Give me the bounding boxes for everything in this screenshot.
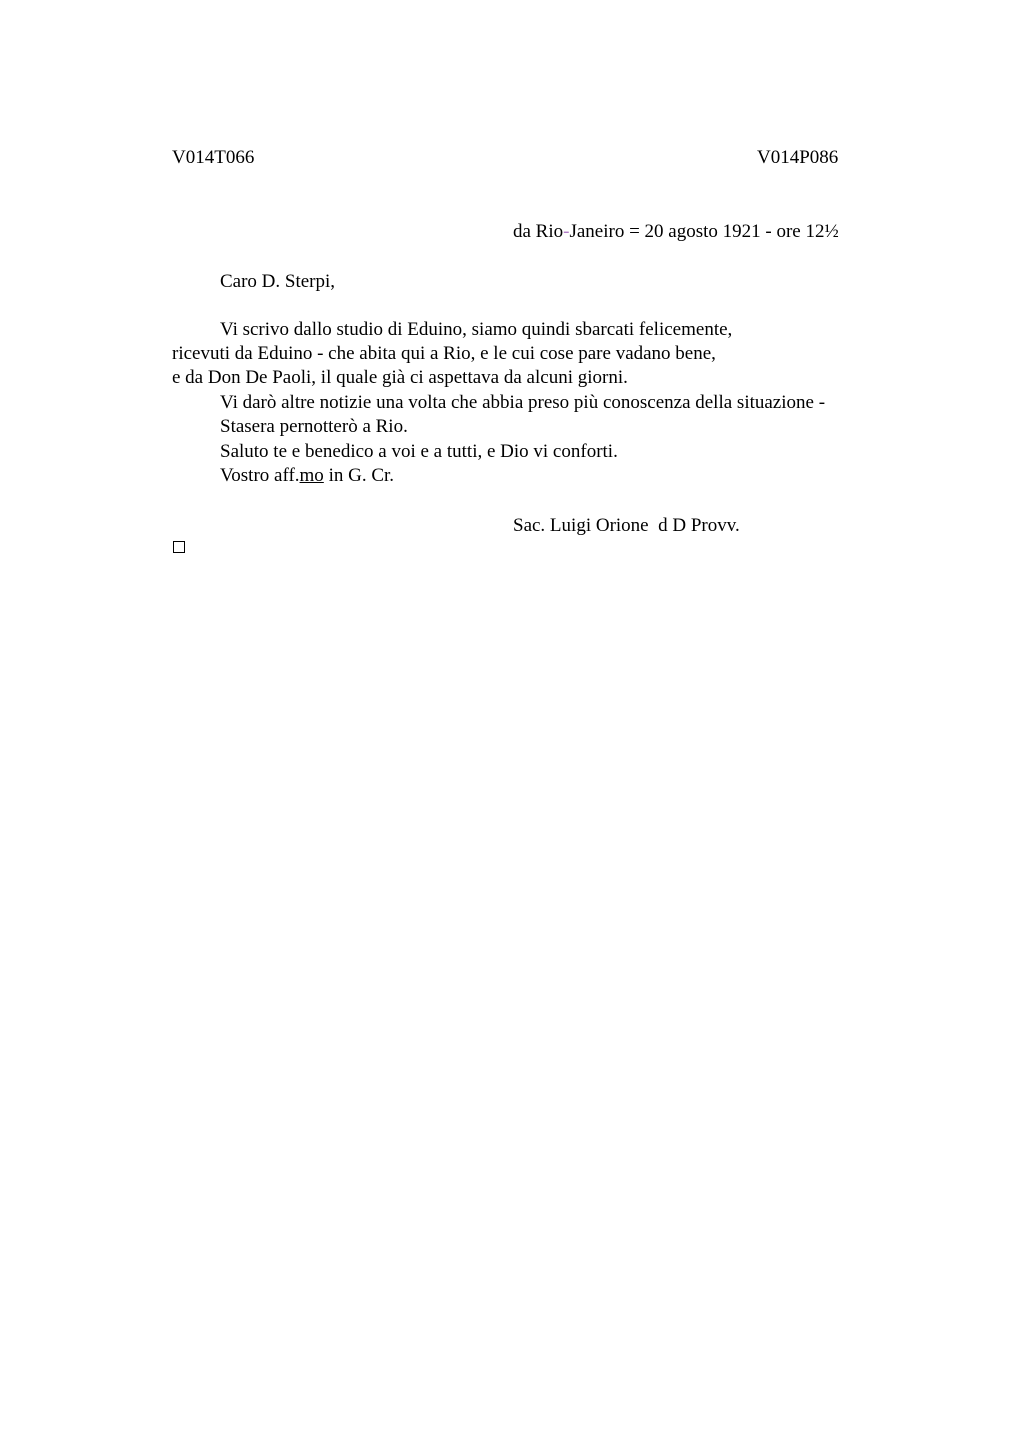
dateline xyxy=(513,220,839,244)
closing-suffix: in G. Cr. xyxy=(323,465,395,486)
header-right-code: V014P086 xyxy=(757,147,839,168)
dateline-rest: Janeiro = 20 agosto 1921 - ore 12½ xyxy=(569,221,839,242)
dateline-prefix: da Rio xyxy=(513,221,564,242)
dateline-hyphen: - xyxy=(563,221,570,242)
body-line-6: Saluto te e benedico a voi e a tutti, e Dio vi conforti. xyxy=(220,441,618,462)
body-line-5: Stasera pernotterò a Rio. xyxy=(220,416,408,437)
salutation: Caro D. Sterpi, xyxy=(220,271,336,292)
closing-underlined: mo xyxy=(299,465,324,486)
body-line-1: Vi scrivo dallo studio di Eduino, siamo quindi sbarcati felicemente, xyxy=(220,319,733,340)
body-line-3: e da Don De Paoli, il quale già ci aspettava da alcuni giorni. xyxy=(172,367,628,388)
body-line-4: Vi darò altre notizie una volta che abbia preso più conoscenza della situazione - xyxy=(220,392,826,413)
signature: Sac. Luigi Orione d D Provv. xyxy=(513,515,740,536)
body-line-2: ricevuti da Eduino - che abita qui a Rio, e le cui cose pare vadano bene, xyxy=(172,343,716,364)
header-left-code: V014T066 xyxy=(172,147,255,168)
closing-prefix: Vostro aff. xyxy=(220,465,300,486)
empty-square-icon xyxy=(173,541,185,553)
closing-line xyxy=(220,464,394,488)
